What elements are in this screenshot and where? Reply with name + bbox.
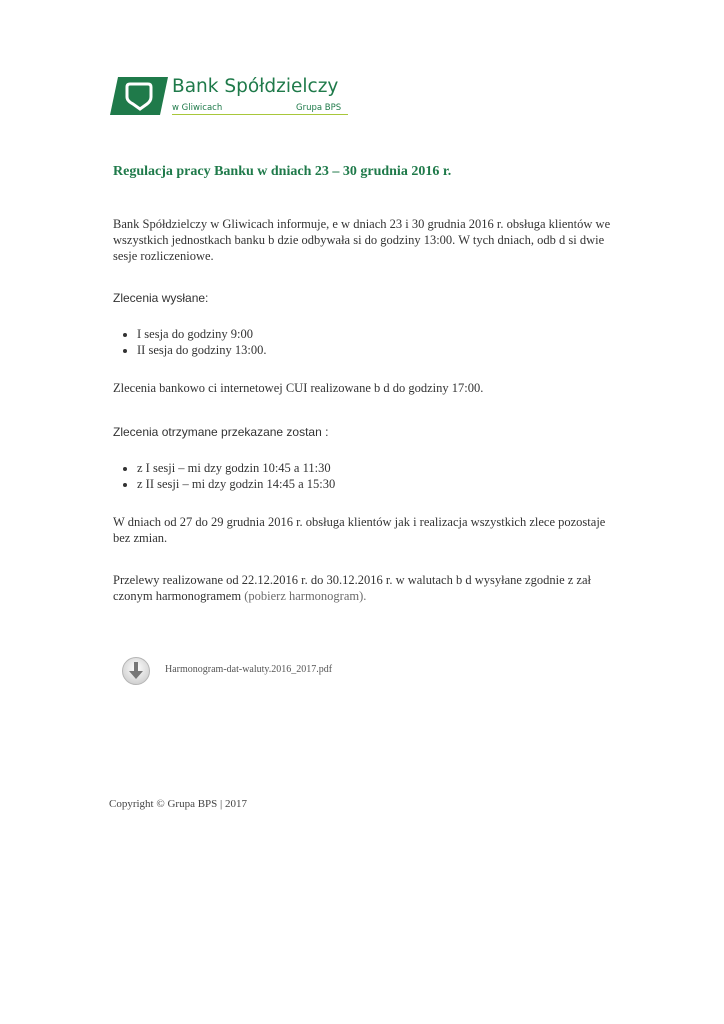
brand-location: w Gliwicach	[172, 103, 223, 113]
normal-service-paragraph: W dniach od 27 do 29 grudnia 2016 r. obsługa klientów jak i realizacja wszystkich zlece pozostaje bez zmian.	[113, 515, 606, 545]
logo-accent-line	[172, 114, 348, 115]
transfers-paragraph	[113, 572, 613, 604]
download-schedule-link[interactable]: (pobierz harmonogram).	[244, 589, 367, 603]
brand-name: Bank Spółdzielczy	[172, 76, 339, 97]
bank-logo	[110, 74, 350, 118]
transfers-text: Przelewy realizowane od 22.12.2016 r. do 30.12.2016 r. w walutach b d wysyłane zgodnie z zał czonym harmonogramem	[113, 573, 591, 603]
list-item: z II sesji – mi dzy godzin 14:45 a 15:30	[113, 477, 335, 493]
footer-copyright: Copyright © Grupa BPS | 2017	[109, 798, 247, 810]
attachment-file-link[interactable]: Harmonogram-dat-waluty.2016_2017.pdf	[165, 664, 333, 675]
page-title: Regulacja pracy Banku w dniach 23 – 30 grudnia 2016 r.	[113, 164, 452, 179]
received-sessions-list	[113, 461, 335, 492]
received-heading: Zlecenia otrzymane przekazane zostan :	[113, 425, 329, 439]
bank-logo-mark-icon	[110, 77, 168, 115]
list-item: II sesja do godziny 13:00.	[113, 343, 267, 359]
internet-banking-note: Zlecenia bankowo ci internetowej CUI realizowane b d do godziny 17:00.	[113, 381, 484, 395]
download-icon[interactable]	[121, 656, 151, 686]
intro-paragraph: Bank Spółdzielczy w Gliwicach informuje, e w dniach 23 i 30 grudnia 2016 r. obsługa klientów we wszystkich jednostkach banku b dzie odbywała si do godziny 13:00. W tych dniach, odb d si dwie sesje rozliczeniowe.	[113, 217, 611, 263]
sent-sessions-list	[113, 327, 267, 358]
sent-heading: Zlecenia wysłane:	[113, 291, 209, 305]
list-item: I sesja do godziny 9:00	[113, 327, 267, 343]
list-item: z I sesji – mi dzy godzin 10:45 a 11:30	[113, 461, 335, 477]
brand-group: Grupa BPS	[296, 103, 342, 113]
